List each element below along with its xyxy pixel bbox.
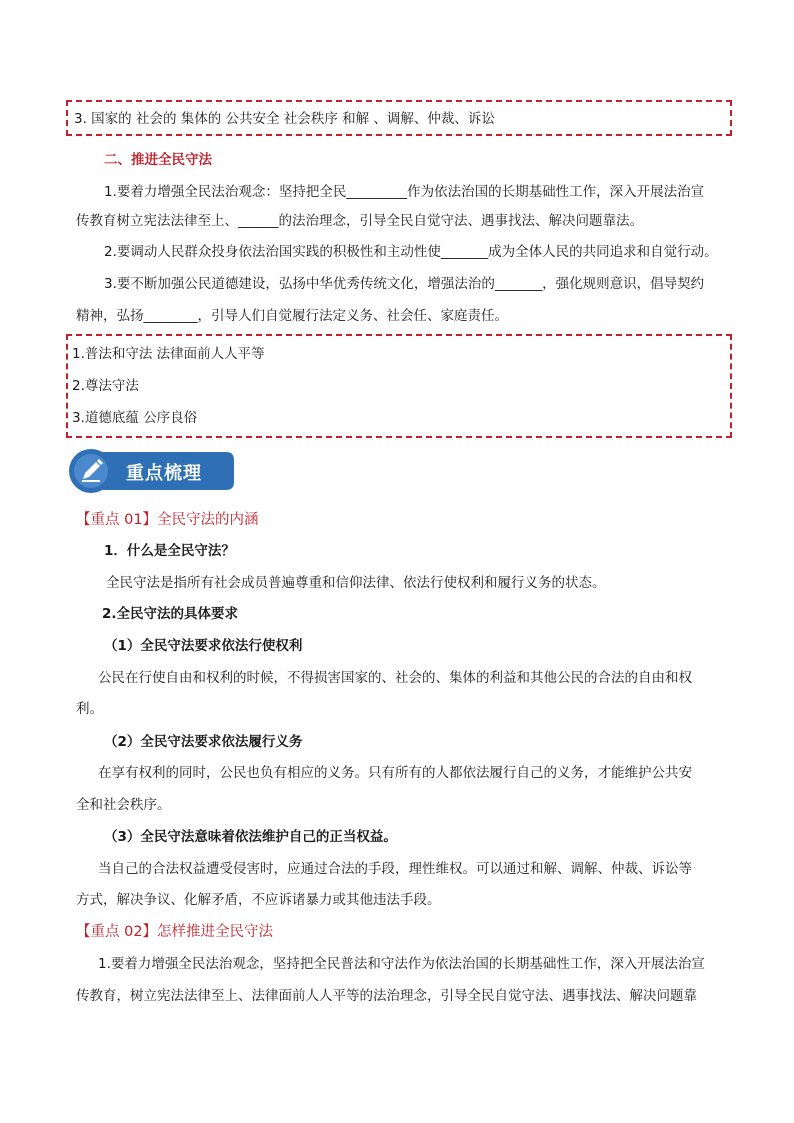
paragraph-line: 3.要不断加强公民道德建设，弘扬中华优秀传统文化，增强法治的_______，强化规则意识，倡导契约 [104, 276, 705, 292]
paragraph-line: 1.要着力增强全民法治观念：坚持把全民_________作为依法治国的长期基础性工作，深入开展法治宣 [104, 184, 705, 200]
paragraph-line: 利。 [76, 701, 103, 717]
paragraph-line: 全和社会秩序。 [76, 797, 171, 813]
answer-item: 2.尊法守法 [72, 378, 139, 394]
paragraph-line: 1.要着力增强全民法治观念，坚持把全民普法和守法作为依法治国的长期基础性工作，深入开展法治宣 [98, 956, 705, 972]
answer-box [66, 334, 732, 438]
paragraph-line: 在享有权利的同时，公民也负有相应的义务。只有所有的人都依法履行自己的义务，才能维护公共安 [98, 765, 692, 781]
subsection-heading: （2）全民守法要求依法履行义务 [104, 734, 303, 750]
answer-item: 3.道德底蕴 公序良俗 [72, 410, 198, 426]
answer-item: 1.普法和守法 法律面前人人平等 [72, 346, 265, 362]
section-banner [68, 448, 238, 494]
paragraph-line: 传教育，树立宪法法律至上、法律面前人人平等的法治理念，引导全民自觉守法、遇事找法、解决问题靠 [76, 988, 697, 1004]
answer-box-top [66, 100, 732, 136]
paragraph-line: 当自己的合法权益遭受侵害时，应通过合法的手段，理性维权。可以通过和解、调解、仲裁、诉讼等 [98, 861, 692, 877]
banner-title: 重点梳理 [126, 463, 202, 484]
key-point-title: 【重点 02】怎样推进全民守法 [76, 924, 274, 940]
section-heading: 二、推进全民守法 [104, 152, 212, 168]
pencil-icon [68, 448, 114, 494]
key-point-title: 【重点 01】全民守法的内涵 [76, 512, 259, 528]
question-heading: 2.全民守法的具体要求 [102, 606, 239, 622]
paragraph-line: 方式，解决争议、化解矛盾，不应诉诸暴力或其他违法手段。 [76, 892, 441, 908]
paragraph-line: 传教育树立宪法法律至上、______的法治理念，引导全民自觉守法、遇事找法、解决问题靠法。 [76, 213, 643, 229]
answer-line: 3. 国家的 社会的 集体的 公共安全 社会秩序 和解 、调解、仲裁、诉讼 [74, 111, 495, 127]
paragraph-line: 精神，弘扬________，引导人们自觉履行法定义务、社会任、家庭责任。 [76, 308, 508, 324]
question-heading: 1．什么是全民守法？ [104, 543, 235, 559]
paragraph-line: 2.要调动人民群众投身依法治国实践的积极性和主动性使_______成为全体人民的共同追求和自觉行动。 [104, 244, 718, 260]
paragraph-line: 公民在行使自由和权利的时候，不得损害国家的、社会的、集体的利益和其他公民的合法的自由和权 [98, 670, 692, 686]
subsection-heading: （3）全民守法意味着依法维护自己的正当权益。 [104, 829, 397, 845]
paragraph-line: 全民守法是指所有社会成员普遍尊重和信仰法律、依法行使权利和履行义务的状态。 [106, 575, 606, 591]
subsection-heading: （1）全民守法要求依法行使权利 [104, 638, 303, 654]
